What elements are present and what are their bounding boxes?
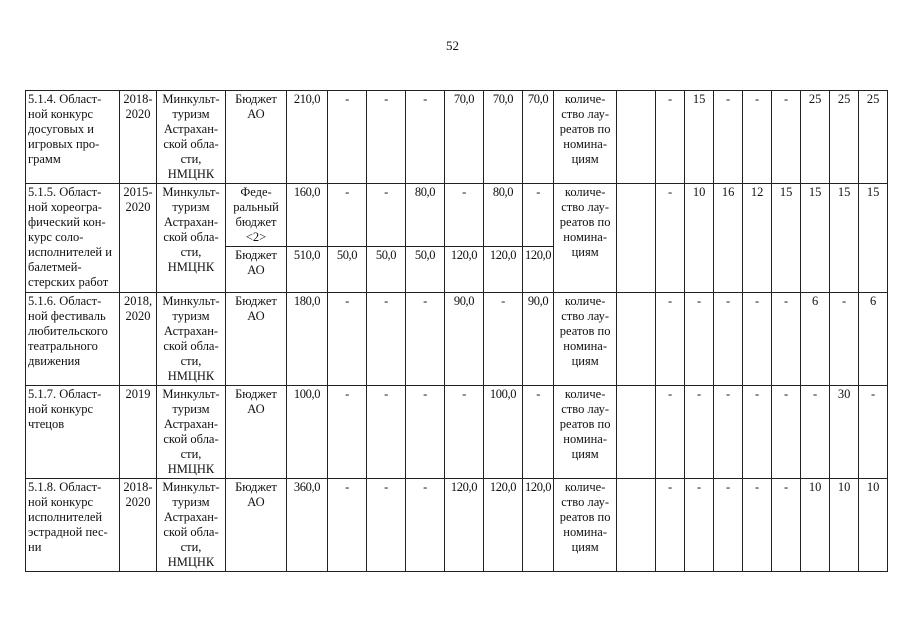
target-year: 15 xyxy=(859,184,888,293)
target-base xyxy=(617,293,656,386)
finance-year: - xyxy=(367,184,406,247)
target-base xyxy=(617,91,656,184)
target-year: 15 xyxy=(685,91,714,184)
measure-name: 5.1.4. Област-ной конкурс досуговых и игровых про-грамм xyxy=(26,91,120,184)
measure-name: 5.1.6. Област-ной фестиваль любительского театрального движения xyxy=(26,293,120,386)
finance-year: - xyxy=(484,293,523,386)
target-year: - xyxy=(714,386,743,479)
finance-year: - xyxy=(406,386,445,479)
target-year: - xyxy=(685,386,714,479)
finance-year: 50,0 xyxy=(406,247,445,293)
target-year: 16 xyxy=(714,184,743,293)
finance-year: - xyxy=(328,184,367,247)
finance-year: 120,0 xyxy=(523,479,554,572)
page-number: 52 xyxy=(446,38,459,53)
target-year: - xyxy=(830,293,859,386)
target-year: 15 xyxy=(830,184,859,293)
target-year: - xyxy=(714,479,743,572)
executor: Минкульт-туризм Астрахан-ской обла-сти, НМЦНК xyxy=(157,479,226,572)
target-year: 12 xyxy=(743,184,772,293)
target-year: - xyxy=(801,386,830,479)
target-year: - xyxy=(859,386,888,479)
funding-source: Бюджет АО xyxy=(226,479,287,572)
finance-year: - xyxy=(445,386,484,479)
finance-year: 90,0 xyxy=(445,293,484,386)
target-year: - xyxy=(685,293,714,386)
target-year: 6 xyxy=(801,293,830,386)
measure-name: 5.1.5. Област-ной хореогра-фический кон-курс соло-исполнителей и балетмей-стерских работ xyxy=(26,184,120,293)
finance-year: - xyxy=(328,386,367,479)
indicator: количе-ство лау-реатов по номина-циям xyxy=(554,91,617,184)
target-year: 25 xyxy=(801,91,830,184)
years: 2018-2020 xyxy=(120,91,157,184)
table-row xyxy=(26,386,888,479)
table-row xyxy=(26,479,888,572)
indicator: количе-ство лау-реатов по номина-циям xyxy=(554,293,617,386)
target-year: 15 xyxy=(801,184,830,293)
years: 2019 xyxy=(120,386,157,479)
finance-year: - xyxy=(445,184,484,247)
executor: Минкульт-туризм Астрахан-ской обла-сти, НМЦНК xyxy=(157,386,226,479)
finance-year: - xyxy=(406,91,445,184)
finance-year: - xyxy=(328,479,367,572)
finance-year: 120,0 xyxy=(484,479,523,572)
finance-year: - xyxy=(328,293,367,386)
finance-year: - xyxy=(406,293,445,386)
finance-year: 120,0 xyxy=(445,479,484,572)
indicator: количе-ство лау-реатов по номина-циям xyxy=(554,479,617,572)
finance-year: 120,0 xyxy=(484,247,523,293)
target-base xyxy=(617,386,656,479)
indicator: количе-ство лау-реатов по номина-циям xyxy=(554,184,617,293)
target-year: 25 xyxy=(830,91,859,184)
years: 2018-2020 xyxy=(120,479,157,572)
table-row xyxy=(26,184,888,247)
funding-source: Феде-ральный бюджет <2> xyxy=(226,184,287,247)
target-year: 10 xyxy=(801,479,830,572)
target-year: - xyxy=(656,293,685,386)
target-year: 15 xyxy=(772,184,801,293)
executor: Минкульт-туризм Астрахан-ской обла-сти, НМЦНК xyxy=(157,91,226,184)
target-year: - xyxy=(772,479,801,572)
finance-total: 510,0 xyxy=(287,247,328,293)
finance-year: - xyxy=(328,91,367,184)
finance-year: 70,0 xyxy=(445,91,484,184)
finance-year: 50,0 xyxy=(367,247,406,293)
target-year: - xyxy=(743,386,772,479)
target-year: - xyxy=(656,479,685,572)
finance-year: - xyxy=(523,386,554,479)
funding-source: Бюджет АО xyxy=(226,293,287,386)
finance-year: - xyxy=(523,184,554,247)
target-base xyxy=(617,479,656,572)
finance-year: 80,0 xyxy=(484,184,523,247)
executor: Минкульт-туризм Астрахан-ской обла-сти, НМЦНК xyxy=(157,293,226,386)
indicator: количе-ство лау-реатов по номина-циям xyxy=(554,386,617,479)
target-year: - xyxy=(656,91,685,184)
table-row xyxy=(26,293,888,386)
measure-name: 5.1.7. Област-ной конкурс чтецов xyxy=(26,386,120,479)
finance-year: - xyxy=(406,479,445,572)
finance-total: 360,0 xyxy=(287,479,328,572)
target-year: - xyxy=(714,91,743,184)
program-table xyxy=(25,90,888,572)
target-year: 25 xyxy=(859,91,888,184)
target-year: - xyxy=(656,184,685,293)
target-year: - xyxy=(714,293,743,386)
finance-total: 210,0 xyxy=(287,91,328,184)
target-year: 10 xyxy=(685,184,714,293)
target-year: 6 xyxy=(859,293,888,386)
finance-year: 120,0 xyxy=(523,247,554,293)
years: 2018, 2020 xyxy=(120,293,157,386)
years: 2015-2020 xyxy=(120,184,157,293)
target-year: - xyxy=(772,91,801,184)
funding-source: Бюджет АО xyxy=(226,386,287,479)
target-year: - xyxy=(685,479,714,572)
finance-year: 90,0 xyxy=(523,293,554,386)
finance-year: - xyxy=(367,479,406,572)
finance-year: 80,0 xyxy=(406,184,445,247)
executor: Минкульт-туризм Астрахан-ской обла-сти, НМЦНК xyxy=(157,184,226,293)
finance-year: - xyxy=(367,293,406,386)
funding-source: Бюджет АО xyxy=(226,247,287,293)
finance-total: 160,0 xyxy=(287,184,328,247)
finance-year: 70,0 xyxy=(484,91,523,184)
funding-source: Бюджет АО xyxy=(226,91,287,184)
target-year: - xyxy=(772,386,801,479)
measure-name: 5.1.8. Област-ной конкурс исполнителей эстрадной пес-ни xyxy=(26,479,120,572)
finance-total: 180,0 xyxy=(287,293,328,386)
target-base xyxy=(617,184,656,293)
finance-year: 120,0 xyxy=(445,247,484,293)
finance-total: 100,0 xyxy=(287,386,328,479)
target-year: - xyxy=(743,479,772,572)
target-year: - xyxy=(772,293,801,386)
target-year: - xyxy=(656,386,685,479)
finance-year: - xyxy=(367,386,406,479)
target-year: 30 xyxy=(830,386,859,479)
target-year: 10 xyxy=(830,479,859,572)
target-year: - xyxy=(743,293,772,386)
finance-year: 100,0 xyxy=(484,386,523,479)
finance-year: - xyxy=(367,91,406,184)
table-row xyxy=(26,91,888,184)
finance-year: 70,0 xyxy=(523,91,554,184)
target-year: - xyxy=(743,91,772,184)
finance-year: 50,0 xyxy=(328,247,367,293)
target-year: 10 xyxy=(859,479,888,572)
